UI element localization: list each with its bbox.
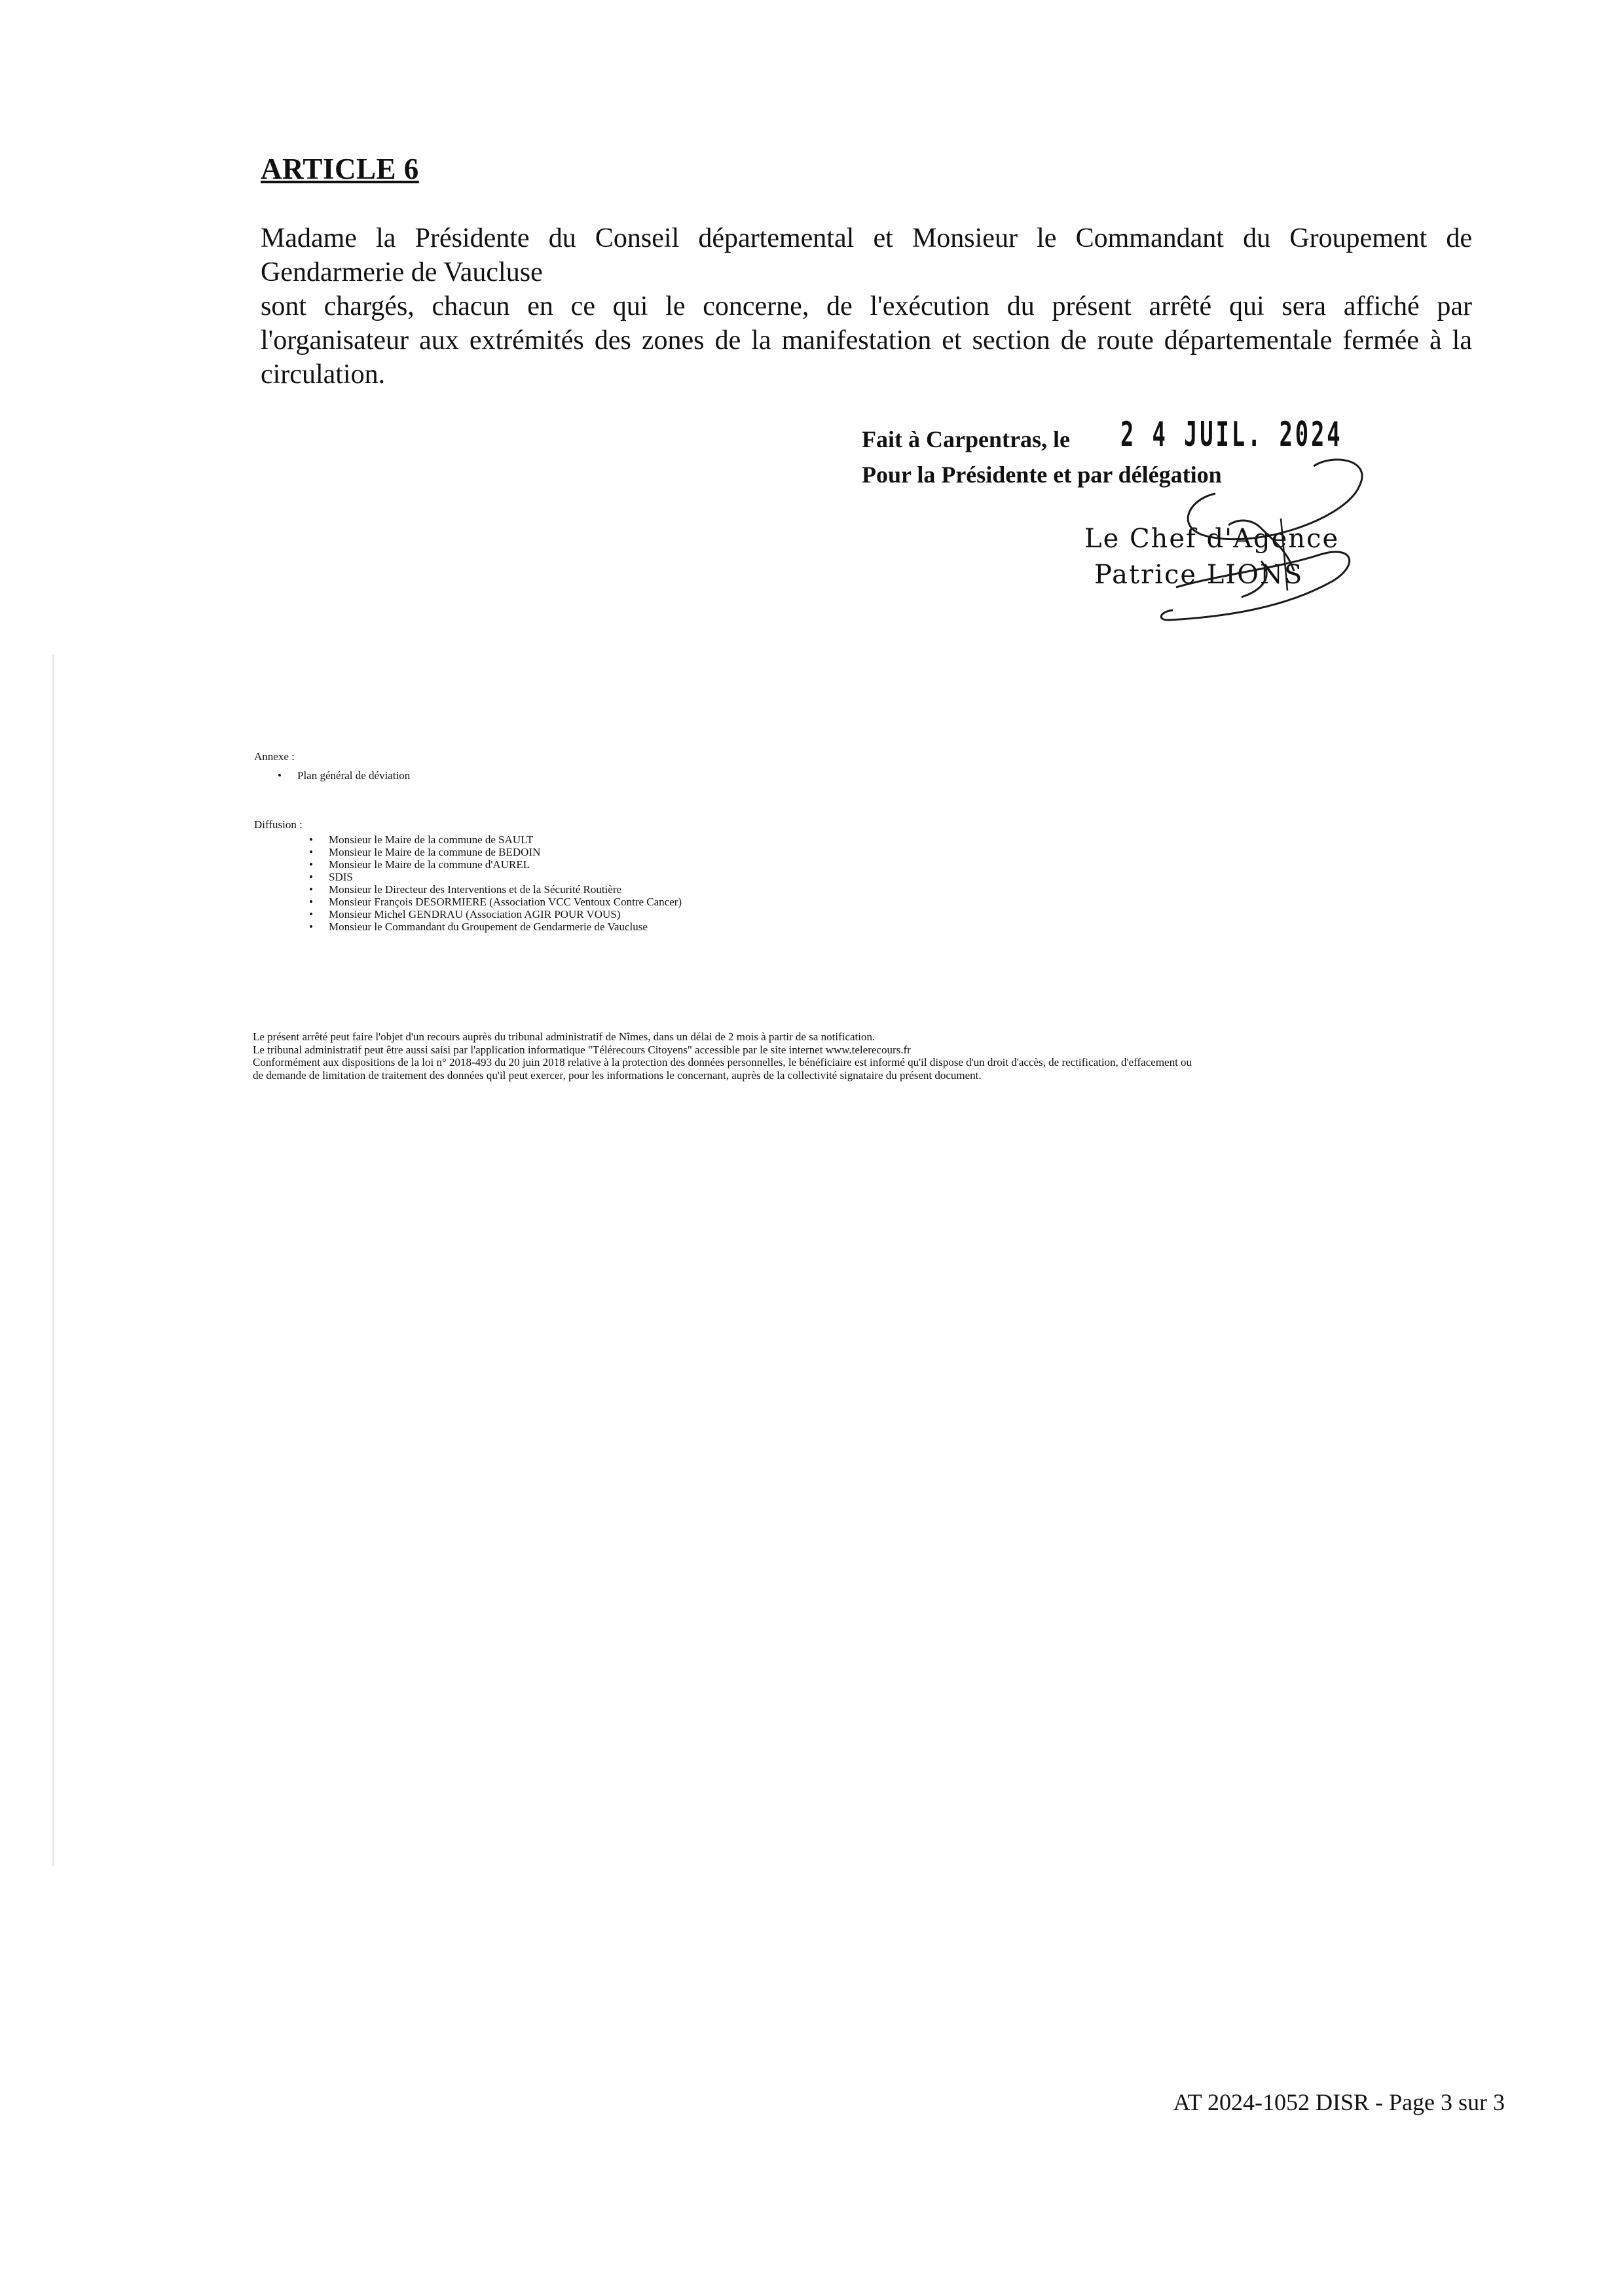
diffusion-list: [254, 833, 682, 933]
article-line-2: Gendarmerie de Vaucluse: [261, 257, 543, 287]
page-footer-reference: AT 2024-1052 DISR - Page 3 sur 3: [1173, 2089, 1505, 2115]
article-line-5: circulation.: [261, 359, 386, 390]
annex-list: [254, 769, 410, 782]
diffusion-item: • Monsieur François DESORMIERE (Association VCC Ventoux Contre Cancer): [329, 896, 682, 908]
article-line-1: Madame la Présidente du Conseil départemental et Monsieur le Commandant du Groupement de: [261, 223, 1472, 253]
article-line-4: l'organisateur aux extrémités des zones de la manifestation et section de route départementale fermée à la: [261, 325, 1472, 355]
legal-line: Le tribunal administratif peut être aussi saisi par l'application informatique "Télérecours Citoyens" accessible par le site internet www.telerecours.fr: [253, 1043, 911, 1056]
diffusion-item: • Monsieur Michel GENDRAU (Association AGIR POUR VOUS): [329, 908, 682, 920]
diffusion-item: • Monsieur le Maire de la commune de SAULT: [329, 833, 682, 846]
article-body: [261, 221, 1472, 392]
stamp-name: Patrice LIONS: [1094, 560, 1304, 590]
legal-line: de demande de limitation de traitement des données qu'il peut exercer, pour les informations le concernant, auprès de la collectivité signataire du présent document.: [253, 1068, 982, 1082]
scan-edge-line: [52, 655, 54, 1866]
annex-item: • Plan général de déviation: [297, 769, 410, 782]
diffusion-item: • Monsieur le Maire de la commune de BEDOIN: [329, 846, 682, 858]
diffusion-item: • Monsieur le Commandant du Groupement de Gendarmerie de Vaucluse: [329, 920, 682, 933]
diffusion-label: Diffusion :: [254, 818, 303, 831]
diffusion-item: • SDIS: [329, 871, 682, 883]
signature-block: [862, 415, 1386, 643]
diffusion-item: • Monsieur le Directeur des Interventions et de la Sécurité Routière: [329, 883, 682, 896]
signature-place: Fait à Carpentras, le: [862, 426, 1070, 452]
signature-date-stamp: 2 4 JUIL. 2024: [1120, 415, 1343, 454]
legal-notice: [253, 1030, 1484, 1082]
stamp-title: Le Chef d'Agence: [1084, 524, 1340, 554]
annex-section: [254, 750, 410, 782]
article-title: ARTICLE 6: [261, 153, 419, 185]
diffusion-item: • Monsieur le Maire de la commune d'AUREL: [329, 858, 682, 871]
diffusion-section: [254, 818, 682, 933]
annex-label: Annexe :: [254, 750, 295, 763]
legal-line: Le présent arrêté peut faire l'objet d'un recours auprès du tribunal administratif de Nîmes, dans un délai de 2 mois à partir de sa notification.: [253, 1030, 876, 1043]
signature-delegation: Pour la Présidente et par délégation: [862, 462, 1222, 488]
article-line-3: sont chargés, chacun en ce qui le concerne, de l'exécution du présent arrêté qui sera affiché par: [261, 291, 1472, 321]
handwritten-signature: [862, 420, 1386, 643]
legal-line: Conformément aux dispositions de la loi n° 2018-493 du 20 juin 2018 relative à la protection des données personnelles, le bénéficiaire est informé qu'il dispose d'un droit d'accès, de rectification, d'effacement ou: [253, 1056, 1192, 1068]
